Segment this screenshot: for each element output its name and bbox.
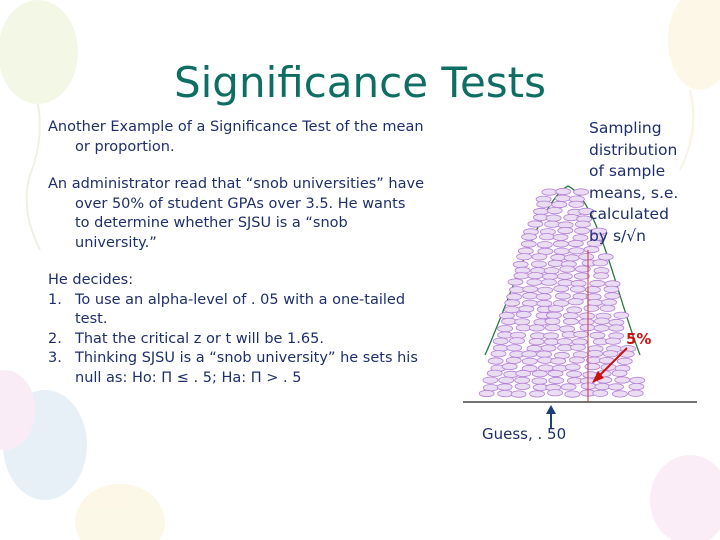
sample-mean-ellipse — [554, 248, 569, 254]
tail-percent-label: 5% — [626, 330, 652, 348]
sample-mean-ellipse — [557, 339, 572, 345]
sample-mean-ellipse — [511, 391, 526, 397]
sample-mean-ellipse — [564, 214, 579, 220]
sample-mean-ellipse — [545, 221, 560, 227]
sample-mean-ellipse — [602, 299, 617, 305]
sample-mean-ellipse — [553, 234, 568, 240]
sample-mean-ellipse — [532, 254, 547, 260]
sampling-distribution-note: Sampling distribution of sample means, s.e. calculated by s/√n — [589, 119, 679, 245]
sample-mean-ellipse — [548, 370, 563, 376]
sample-mean-ellipse — [585, 363, 600, 369]
sample-mean-ellipse — [549, 377, 564, 383]
sample-mean-ellipse — [554, 285, 569, 291]
sample-mean-ellipse — [612, 370, 627, 376]
sample-mean-ellipse — [568, 299, 583, 305]
sample-mean-ellipse — [588, 350, 603, 356]
sample-mean-ellipse — [522, 358, 537, 364]
list-item-number: 3. — [48, 350, 62, 366]
sample-mean-ellipse — [555, 293, 570, 299]
sample-mean-ellipse — [517, 254, 532, 260]
sample-mean-ellipse — [565, 364, 580, 370]
list-item — [48, 349, 478, 388]
sample-mean-ellipse — [528, 272, 543, 278]
list-item-number: 1. — [48, 291, 62, 308]
sample-mean-ellipse — [497, 384, 512, 390]
balloon-bottom-yellow — [75, 484, 165, 540]
guess-label: Guess, . 50 — [482, 425, 567, 443]
sample-mean-ellipse — [600, 305, 615, 311]
sample-mean-ellipse — [551, 254, 566, 260]
sample-mean-ellipse — [630, 377, 645, 383]
sample-mean-ellipse — [529, 325, 544, 331]
sample-mean-ellipse — [569, 248, 584, 254]
sample-mean-ellipse — [540, 234, 555, 240]
sample-mean-ellipse — [567, 371, 582, 377]
intro-text: Another Example of a Significance Test of the mean or proportion. — [48, 119, 424, 155]
sample-mean-ellipse — [537, 201, 552, 207]
sample-mean-ellipse — [556, 188, 571, 194]
sample-mean-ellipse — [605, 293, 620, 299]
sample-mean-ellipse — [609, 384, 624, 390]
sample-mean-ellipse — [545, 324, 560, 330]
sample-mean-ellipse — [552, 201, 567, 207]
sample-mean-ellipse — [595, 318, 610, 324]
sample-mean-ellipse — [487, 370, 502, 376]
sample-mean-ellipse — [612, 391, 627, 397]
sample-mean-ellipse — [522, 351, 537, 357]
sample-mean-ellipse — [560, 326, 575, 332]
sample-mean-ellipse — [628, 390, 643, 396]
sample-mean-ellipse — [507, 294, 522, 300]
sample-mean-ellipse — [544, 268, 559, 274]
sample-mean-ellipse — [530, 391, 545, 397]
sample-mean-ellipse — [590, 280, 605, 286]
sample-mean-ellipse — [546, 312, 561, 318]
sample-mean-ellipse — [498, 390, 513, 396]
sample-mean-ellipse — [515, 319, 530, 325]
sample-mean-ellipse — [542, 279, 557, 285]
sample-mean-ellipse — [504, 306, 519, 312]
sample-mean-ellipse — [571, 344, 586, 350]
sample-mean-ellipse — [548, 260, 563, 266]
sample-mean-ellipse — [609, 325, 624, 331]
sample-mean-ellipse — [574, 273, 589, 279]
sample-mean-ellipse — [510, 287, 525, 293]
sample-mean-ellipse — [614, 312, 629, 318]
decision-list — [48, 271, 478, 388]
sample-mean-ellipse — [548, 306, 563, 312]
sample-mean-ellipse — [553, 241, 568, 247]
sample-mean-ellipse — [555, 195, 570, 201]
sample-mean-ellipse — [537, 242, 552, 248]
sample-mean-ellipse — [595, 383, 610, 389]
sample-mean-ellipse — [498, 325, 513, 331]
sample-mean-ellipse — [560, 266, 575, 272]
list-item-text: Thinking SJSU is a “snob university” he sets his null as: Ho: Π ≤ . 5; Ha: Π > . 5 — [75, 350, 418, 386]
scenario-text: An administrator read that “snob universities” have over 50% of student GPAs over 3.5. He wants to determine whether SJSU is a “snob university.” — [48, 176, 424, 251]
list-item — [48, 330, 478, 350]
sample-mean-ellipse — [564, 255, 579, 261]
sample-mean-ellipse — [570, 286, 585, 292]
sample-mean-ellipse — [529, 339, 544, 345]
list-item-text: To use an alpha-level of . 05 with a one-tailed test. — [75, 291, 406, 327]
sample-mean-ellipse — [557, 273, 572, 279]
scenario-paragraph — [48, 175, 478, 253]
sample-mean-ellipse — [532, 378, 547, 384]
sample-mean-ellipse — [567, 307, 582, 313]
sample-mean-ellipse — [493, 338, 508, 344]
sample-mean-ellipse — [538, 357, 553, 363]
sample-mean-ellipse — [568, 240, 583, 246]
sample-mean-ellipse — [604, 286, 619, 292]
sample-mean-ellipse — [569, 201, 584, 207]
sample-mean-ellipse — [548, 390, 563, 396]
sample-mean-ellipse — [510, 338, 525, 344]
sample-mean-ellipse — [580, 313, 595, 319]
slide-title: Significance Tests — [173, 58, 547, 107]
sample-mean-ellipse — [606, 338, 621, 344]
sample-mean-ellipse — [563, 318, 578, 324]
decides-label: He decides: — [48, 272, 134, 288]
sample-mean-ellipse — [507, 345, 522, 351]
sample-mean-ellipse — [584, 246, 599, 252]
sample-mean-ellipse — [508, 279, 523, 285]
sample-mean-ellipse — [544, 333, 559, 339]
sample-mean-ellipse — [522, 234, 537, 240]
sample-mean-ellipse — [523, 293, 538, 299]
sample-mean-ellipse — [565, 391, 580, 397]
list-item-number: 2. — [48, 330, 62, 347]
sample-mean-ellipse — [574, 331, 589, 337]
sample-mean-ellipse — [523, 286, 538, 292]
sample-mean-ellipse — [479, 390, 494, 396]
sample-mean-ellipse — [558, 227, 573, 233]
sample-mean-ellipse — [581, 383, 596, 389]
sample-mean-ellipse — [629, 383, 644, 389]
sample-mean-ellipse — [502, 363, 517, 369]
guess-arrow-head — [546, 405, 556, 414]
intro-paragraph — [48, 118, 478, 157]
sample-mean-ellipse — [528, 221, 543, 227]
sample-mean-ellipse — [483, 377, 498, 383]
sample-mean-ellipse — [491, 351, 506, 357]
sample-mean-ellipse — [615, 377, 630, 383]
list-item — [48, 291, 478, 330]
sample-mean-ellipse — [516, 311, 531, 317]
sample-mean-ellipse — [515, 383, 530, 389]
sample-mean-ellipse — [598, 254, 613, 260]
sample-mean-ellipse — [547, 207, 562, 213]
sample-mean-ellipse — [546, 215, 561, 221]
sample-mean-ellipse — [593, 260, 608, 266]
sample-mean-ellipse — [534, 208, 549, 214]
sample-mean-ellipse — [603, 351, 618, 357]
sample-mean-ellipse — [506, 357, 521, 363]
sample-mean-ellipse — [594, 273, 609, 279]
sample-mean-ellipse — [574, 189, 589, 195]
sample-mean-ellipse — [532, 371, 547, 377]
sample-mean-ellipse — [499, 377, 514, 383]
sample-mean-ellipse — [527, 279, 542, 285]
sample-mean-ellipse — [515, 377, 530, 383]
sample-mean-ellipse — [551, 358, 566, 364]
sample-mean-ellipse — [593, 390, 608, 396]
list-item-text: That the critical z or t will be 1.65. — [75, 330, 324, 347]
sample-mean-ellipse — [542, 189, 557, 195]
sample-mean-ellipse — [579, 254, 594, 260]
sample-mean-ellipse — [561, 384, 576, 390]
sample-mean-ellipse — [541, 345, 556, 351]
sample-mean-ellipse — [537, 300, 552, 306]
sample-mean-ellipse — [488, 358, 503, 364]
sample-mean-ellipse — [570, 357, 585, 363]
sample-mean-ellipse — [537, 351, 552, 357]
sample-mean-ellipse — [538, 287, 553, 293]
sample-mean-ellipse — [545, 318, 560, 324]
sample-mean-ellipse — [531, 261, 546, 267]
sample-mean-ellipse — [521, 241, 536, 247]
balloon-bottom-right — [650, 455, 720, 540]
sample-mean-ellipse — [590, 332, 605, 338]
sample-mean-ellipse — [516, 370, 531, 376]
sample-mean-ellipse — [594, 325, 609, 331]
sample-mean-ellipse — [514, 273, 529, 279]
sample-mean-ellipse — [513, 261, 528, 267]
sample-mean-ellipse — [505, 300, 520, 306]
sample-mean-ellipse — [499, 312, 514, 318]
sample-mean-ellipse — [584, 305, 599, 311]
sample-mean-ellipse — [617, 358, 632, 364]
sample-mean-ellipse — [575, 228, 590, 234]
sample-mean-ellipse — [536, 294, 551, 300]
